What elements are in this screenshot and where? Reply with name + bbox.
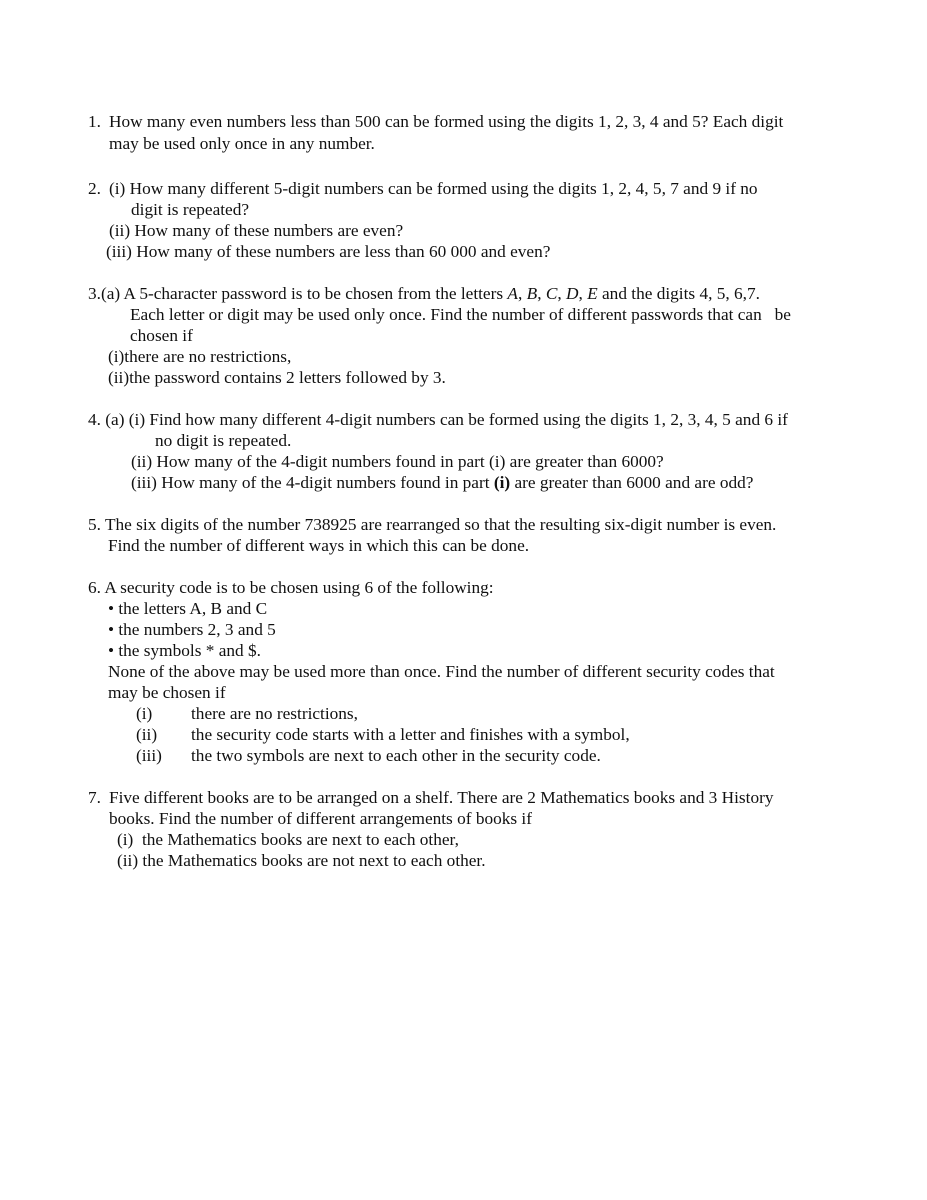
q5-line-2: Find the number of different ways in which this can be done. [108, 536, 530, 555]
q3-sep: , [578, 284, 588, 303]
q6-line-5: None of the above may be used more than once. Find the number of different security codes that [108, 662, 775, 681]
q7-part-i: (i) the Mathematics books are next to each other, [117, 830, 459, 849]
q3-part-ii: (ii)the password contains 2 letters followed by 3. [108, 368, 446, 387]
q6-part-text: there are no restrictions, [191, 704, 358, 723]
q3-sep: , [517, 284, 527, 303]
q2-line-1: (i) How many different 5-digit numbers can be formed using the digits 1, 2, 4, 5, 7 and 9 if no [109, 179, 758, 198]
q6-bullet-symbols: • the symbols * and $. [108, 641, 261, 660]
q3-line-1-text: 3.(a) A 5-character password is to be chosen from the letters [88, 284, 508, 303]
q3-letter-a: A [507, 284, 518, 303]
q3-part-i: (i)there are no restrictions, [108, 347, 292, 366]
q4-line-2: no digit is repeated. [155, 431, 292, 450]
q6-bullet-numbers: • the numbers 2, 3 and 5 [108, 620, 276, 639]
q4-part-iii-text: (iii) How many of the 4-digit numbers found in part [131, 473, 494, 492]
q6-line-6: may be chosen if [108, 683, 226, 702]
q7-number: 7. [88, 788, 101, 807]
q6-line-1: 6. A security code is to be chosen using 6 of the following: [88, 578, 494, 597]
q3-line-2: Each letter or digit may be used only once. Find the number of different passwords that can be [130, 305, 791, 324]
q3-line-3: chosen if [130, 326, 193, 345]
q4-part-ii: (ii) How many of the 4-digit numbers found in part (i) are greater than 6000? [131, 452, 664, 471]
q3-line-1-end: and the digits 4, 5, 6,7. [597, 284, 760, 303]
q3-letter-c: C [545, 284, 558, 303]
q6-part-label: (iii) [136, 746, 162, 765]
q5-line-1: 5. The six digits of the number 738925 are rearranged so that the resulting six-digit number is even. [88, 515, 777, 534]
q4-part-iii [131, 472, 753, 493]
q3-line-1 [88, 283, 760, 304]
q4-part-ref: (i) [493, 473, 511, 492]
q6-part-text: the two symbols are next to each other in the security code. [191, 746, 601, 765]
q6-part-text: the security code starts with a letter and finishes with a symbol, [191, 725, 630, 744]
q2-part-iii: (iii) How many of these numbers are less than 60 000 and even? [106, 242, 551, 261]
q7-line-2: books. Find the number of different arrangements of books if [109, 809, 532, 828]
q3-letter-b: B [526, 284, 538, 303]
q7-line-1: Five different books are to be arranged on a shelf. There are 2 Mathematics books and 3 History [109, 788, 774, 807]
q1-line-2: may be used only once in any number. [109, 134, 375, 153]
q4-part-iii-end: are greater than 6000 and are odd? [510, 473, 754, 492]
q1-line-1: How many even numbers less than 500 can be formed using the digits 1, 2, 3, 4 and 5? Each digit [109, 112, 784, 131]
q3-sep: , [537, 284, 546, 303]
q1-number: 1. [88, 112, 101, 131]
q7-part-ii: (ii) the Mathematics books are not next to each other. [117, 851, 486, 870]
q3-letter-e: E [587, 284, 598, 303]
q4-line-1: 4. (a) (i) Find how many different 4-digit numbers can be formed using the digits 1, 2, 3, 4, 5 and 6 if [88, 410, 788, 429]
q2-number: 2. [88, 179, 101, 198]
q2-part-ii: (ii) How many of these numbers are even? [109, 221, 404, 240]
q6-bullet-letters: • the letters A, B and C [108, 599, 268, 618]
q3-sep: , [557, 284, 566, 303]
q2-line-2: digit is repeated? [131, 200, 250, 219]
q6-part-label: (ii) [136, 725, 158, 744]
q3-letter-d: D [566, 284, 579, 303]
q6-part-label: (i) [136, 704, 153, 723]
